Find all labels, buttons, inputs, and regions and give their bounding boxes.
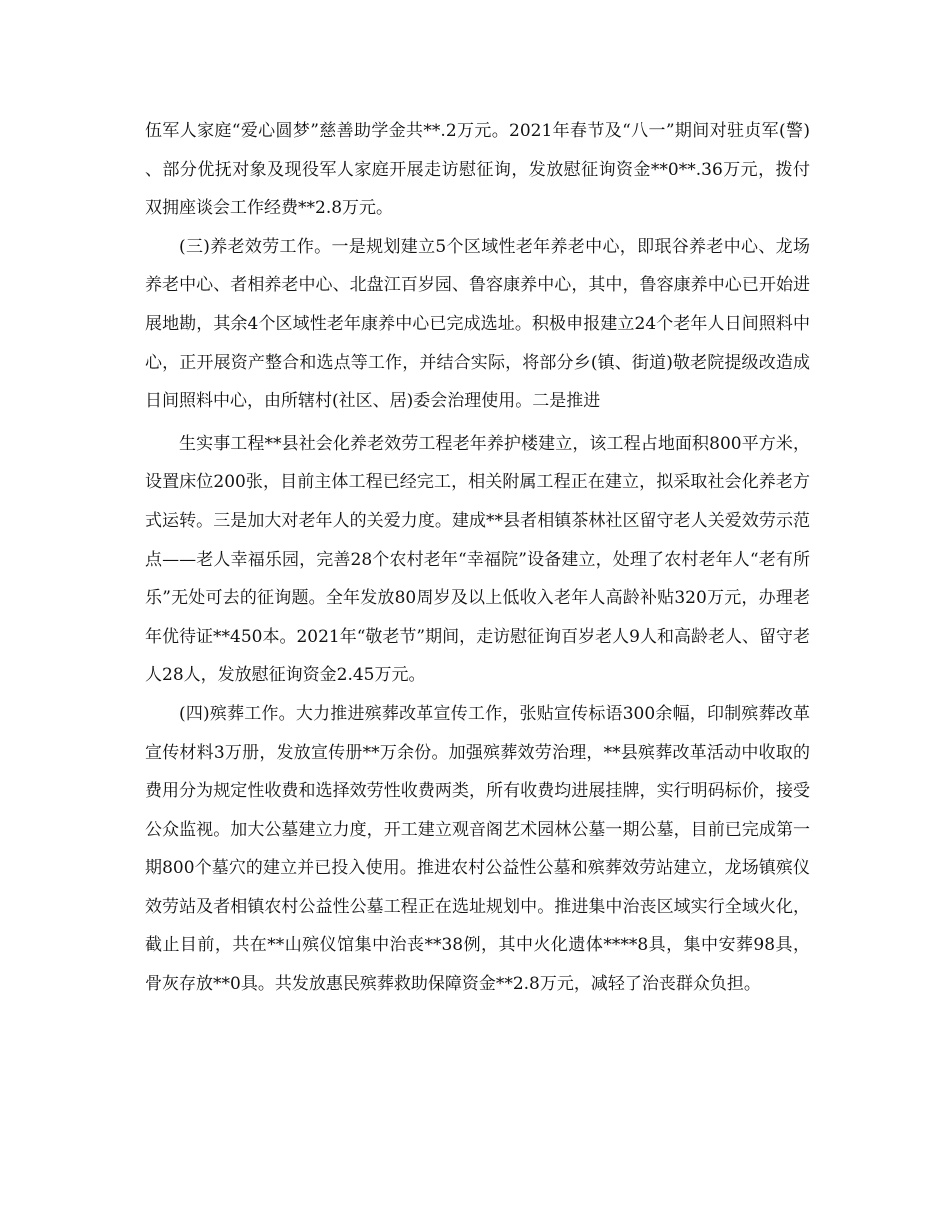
- paragraph-veterans-funds: 伍军人家庭“爱心圆梦”慈善助学金共**.2万元。2021年春节及“八一”期间对驻贞军(警)、部分优抚对象及现役军人家庭开展走访慰征询，发放慰征询资金**0**.36万元，拨付双拥座谈会工作经费**2.8万元。: [145, 121, 810, 219]
- paragraph-elderly-care-projects: 生实事工程**县社会化养老效劳工程老年养护楼建立，该工程占地面积800平方米，设置床位200张，目前主体工程已经完工，相关附属工程正在建立，拟采取社会化养老方式运转。三是加大对老年人的关爱力度。建成**县者相镇茶林社区留守老人关爱效劳示范点——老人幸福乐园，完善28个农村老年“幸福院”设备建立，处理了农村老年人“老有所乐”无处可去的征询题。全年发放80周岁及以上低收入老年人高龄补贴320万元，办理老年优待证**450本。2021年“敬老节”期间，走访慰征询百岁老人9人和高龄老人、留守老人28人，发放慰征询资金2.45万元。: [145, 433, 810, 686]
- paragraph-funeral-work: (四)殡葬工作。大力推进殡葬改革宣传工作，张贴宣传标语300余幅，印制殡葬改革宣传材料3万册，发放宣传册**万余份。加强殡葬效劳治理，**县殡葬改革活动中收取的费用分为规定性收费和选择效劳性收费两类，所有收费均进展挂牌，实行明码标价，接受公众监视。加大公墓建立力度，开工建立观音阁艺术园林公墓一期公墓，目前已完成第一期800个墓穴的建立并已投入使用。推进农村公益性公墓和殡葬效劳站建立，龙场镇殡仪效劳站及者相镇农村公益性公墓工程正在选址规划中。推进集中治丧区域实行全域火化，截止目前，共在**山殡仪馆集中治丧**38例，其中火化遗体****8具，集中安葬98具，骨灰存放**0具。共发放惠民殡葬救助保障资金**2.8万元，减轻了治丧群众负担。: [145, 703, 810, 995]
- document-page: [145, 112, 810, 1004]
- paragraph-elderly-care-services: (三)养老效劳工作。一是规划建立5个区域性老年养老中心，即珉谷养老中心、龙场养老中心、者相养老中心、北盘江百岁园、鲁容康养中心，其中，鲁容康养中心已开始进展地勘，其余4个区域性老年康养中心已完成选址。积极申报建立24个老年人日间照料中心，正开展资产整合和选点等工作，并结合实际，将部分乡(镇、街道)敬老院提级改造成日间照料中心，由所辖村(社区、居)委会治理使用。二是推进: [145, 236, 810, 412]
